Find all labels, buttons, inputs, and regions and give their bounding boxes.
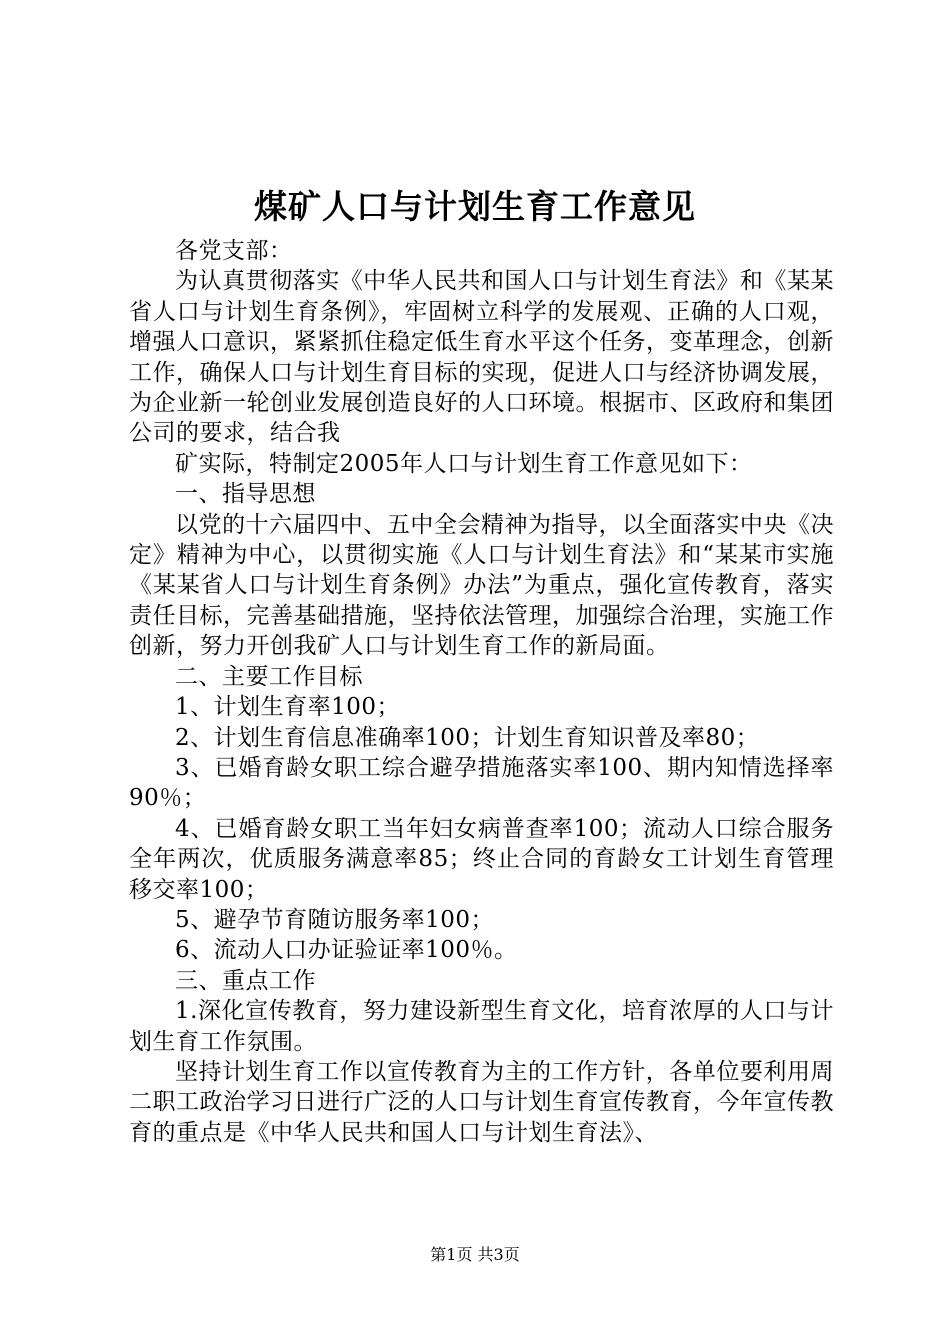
section-heading-main-goals: 二、主要工作目标: [175, 663, 363, 690]
goal-item-6: 6、流动人口办证验证率100％。: [175, 937, 518, 964]
page-title: 煤矿人口与计划生育工作意见: [254, 187, 696, 226]
goal-item-1: 1、计划生育率100；: [175, 694, 401, 721]
section-heading-guiding-ideology: 一、指导思想: [175, 481, 316, 508]
goal-item-3: 3、已婚育龄女职工综合避孕措施落实率100、期内知情选择率90％；: [129, 754, 834, 812]
paragraph-salutation: 各党支部：: [175, 238, 293, 264]
paragraph-intro-continued: 矿实际，特制定2005年人口与计划生育工作意见如下：: [175, 450, 753, 477]
goal-item-5: 5、避孕节育随访服务率100；: [175, 906, 495, 933]
section-heading-key-work: 三、重点工作: [175, 967, 316, 994]
document-body: [129, 236, 834, 1148]
paragraph-propaganda: 坚持计划生育工作以宣传教育为主的工作方针，各单位要利用周二职工政治学习日进行广泛的人口与计划生育宣传教育，今年宣传教育的重点是《中华人民共和国人口与计划生育法》、: [129, 1058, 834, 1146]
goal-item-2: 2、计划生育信息准确率100；计划生育知识普及率80；: [175, 724, 760, 751]
goal-item-4: 4、已婚育龄女职工当年妇女病普查率100；流动人口综合服务全年两次，优质服务满意率85；终止合同的育龄女工计划生育管理移交率100；: [129, 815, 834, 903]
paragraph-intro: 为认真贯彻落实《中华人民共和国人口与计划生育法》和《某某省人口与计划生育条例》，牢固树立科学的发展观、正确的人口观，增强人口意识，紧紧抓住稳定低生育水平这个任务，变革理念，创新工作，确保人口与计划生育目标的实现，促进人口与经济协调发展，为企业新一轮创业发展创造良好的人口环境。根据市、区政府和集团公司的要求，结合我: [129, 268, 834, 447]
key-work-item-1: 1.深化宣传教育，努力建设新型生育文化，培育浓厚的人口与计划生育工作氛围。: [129, 998, 834, 1055]
page-footer: 第1页 共3页: [430, 1245, 520, 1264]
paragraph-guiding-ideology: 以党的十六届四中、五中全会精神为指导，以全面落实中央《决定》精神为中心，以贯彻实施《人口与计划生育法》和“某某市实施《某某省人口与计划生育条例》办法”为重点，强化宣传教育，落实责任目标，完善基础措施，坚持依法管理，加强综合治理，实施工作创新，努力开创我矿人口与计划生育工作的新局面。: [129, 511, 834, 660]
